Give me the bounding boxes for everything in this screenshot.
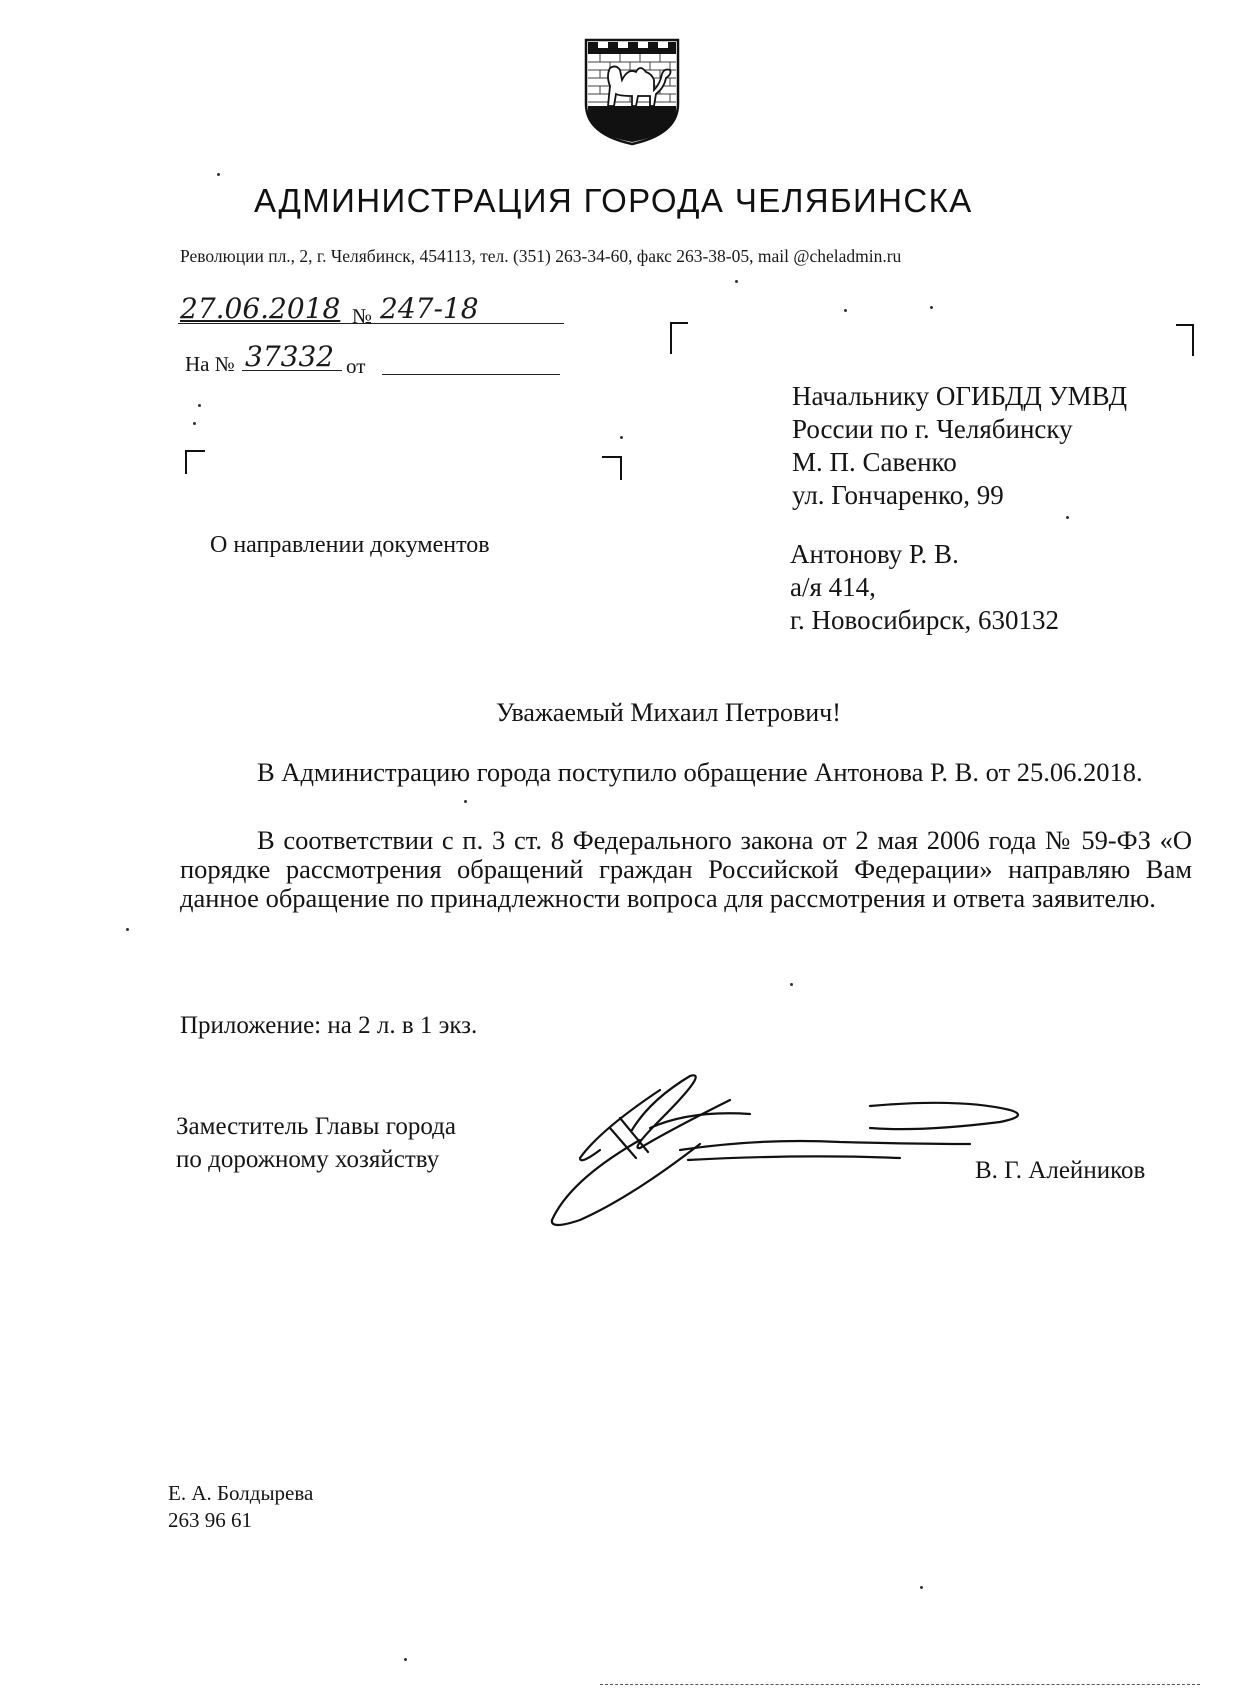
body-paragraph-text: В соответствии с п. 3 ст. 8 Федерального закона от 2 мая 2006 года № 59-ФЗ «О порядке рассмотрения обращений граждан Российской Федерации» направляю Вам данное обращение по принадлежности вопроса для рассмотрения и ответа заявителю. <box>180 825 1192 913</box>
scan-speck <box>620 436 623 439</box>
outgoing-date: 27.06.2018 <box>180 292 341 325</box>
primary-recipient-line: Начальнику ОГИБДД УМВД <box>792 381 1128 411</box>
executor-block <box>168 1480 313 1534</box>
signer-position-line: по дорожному хозяйству <box>176 1146 440 1173</box>
secondary-recipient-line: г. Новосибирск, 630132 <box>790 605 1059 635</box>
handwritten-signature <box>540 1070 1040 1230</box>
organization-title: АДМИНИСТРАЦИЯ ГОРОДА ЧЕЛЯБИНСКА <box>254 182 973 219</box>
attachment-note: Приложение: на 2 л. в 1 экз. <box>180 1012 478 1039</box>
executor-phone: 263 96 61 <box>168 1508 252 1532</box>
primary-recipient-line: России по г. Челябинску <box>792 414 1073 444</box>
body-paragraph-text: В Администрацию города поступило обращение Антонова Р. В. от 25.06.2018. <box>257 757 1143 787</box>
scan-speck <box>404 1658 407 1661</box>
salutation: Уважаемый Михаил Петрович! <box>496 698 841 727</box>
coat-of-arms-emblem <box>580 34 684 146</box>
scan-speck <box>844 309 847 312</box>
primary-recipient-line: М. П. Савенко <box>792 447 957 477</box>
primary-recipient-block <box>792 380 1127 512</box>
scan-speck <box>735 280 738 283</box>
scan-speck <box>930 306 933 309</box>
secondary-recipient-line: а/я 414, <box>790 572 876 602</box>
outgoing-number-label: № <box>352 304 373 328</box>
scan-speck <box>920 1586 923 1589</box>
organization-contacts: Революции пл., 2, г. Челябинск, 454113, тел. (351) 263-34-60, факс 263-38-05, mail @cheladmin.ru <box>180 246 902 266</box>
reply-from-label: от <box>346 354 366 378</box>
reply-number-underline <box>242 370 342 371</box>
scan-speck <box>198 404 201 407</box>
executor-name: Е. А. Болдырева <box>168 1481 314 1505</box>
subject-bracket-right <box>602 456 622 480</box>
secondary-recipient-block <box>790 538 1059 637</box>
signer-position <box>176 1110 456 1176</box>
signer-name: В. Г. Алейников <box>975 1157 1146 1184</box>
recipient-bracket-right <box>1176 324 1194 356</box>
scan-speck <box>1066 516 1069 519</box>
letter-subject: О направлении документов <box>210 532 490 558</box>
secondary-recipient-line: Антонову Р. В. <box>790 539 959 569</box>
scan-speck <box>790 983 793 986</box>
signer-position-line: Заместитель Главы города <box>176 1113 456 1140</box>
primary-recipient-line: ул. Гончаренко, 99 <box>792 480 1004 510</box>
reply-date-underline <box>382 374 560 375</box>
reply-to-label: На № <box>185 352 235 376</box>
outgoing-underline <box>178 323 564 324</box>
scan-edge-line <box>600 1684 1200 1685</box>
scan-speck <box>464 800 467 803</box>
reply-to-number: 37332 <box>245 340 335 373</box>
recipient-bracket-left <box>670 322 688 354</box>
scan-speck <box>193 422 196 425</box>
body-paragraph <box>180 758 1192 787</box>
scan-speck <box>126 928 129 931</box>
subject-bracket-left <box>185 450 205 474</box>
scan-speck <box>217 173 220 176</box>
body-paragraph <box>180 826 1192 913</box>
outgoing-number: 247-18 <box>380 292 479 325</box>
